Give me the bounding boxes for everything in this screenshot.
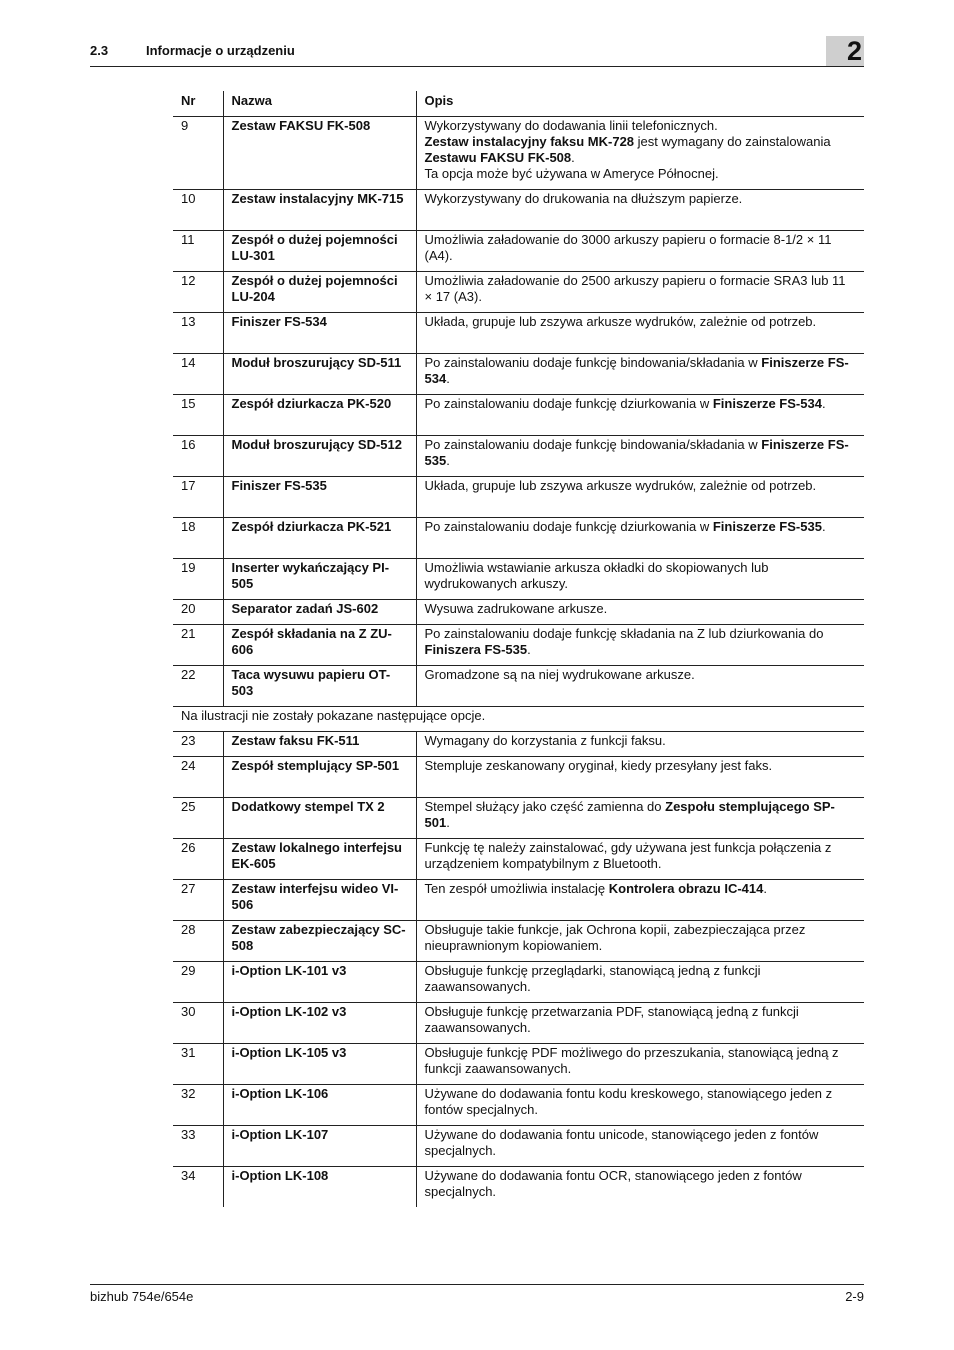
description-text: . [446,815,450,830]
description-text: . [571,150,575,165]
row-number: 12 [173,272,223,313]
options-table [173,91,864,1207]
row-number: 9 [173,117,223,190]
option-description [416,625,864,666]
description-text: Po zainstalowaniu dodaje funkcję bindowania/składania w [424,355,762,370]
option-name: Taca wysuwu papieru OT-503 [223,666,416,707]
table-row [173,313,864,354]
description-text: Układa, grupuje lub zszywa arkusze wydruków, zależnie od potrzeb. [424,314,817,329]
option-description [416,798,864,839]
description-text: . [446,371,450,386]
option-description [416,190,864,231]
description-text: Stempluje zeskanowany oryginał, kiedy przesyłany jest faks. [424,758,773,773]
description-text: Ten zespół umożliwia instalację [424,881,609,896]
chapter-number-tab: 2 [826,36,864,66]
option-name: Zestaw instalacyjny MK-715 [223,190,416,231]
description-text: Wykorzystywany do dodawania linii telefonicznych. [424,118,718,133]
description-text: . [821,396,826,411]
row-number: 33 [173,1126,223,1167]
row-number: 10 [173,190,223,231]
option-name: Zespół stemplujący SP-501 [223,757,416,798]
option-name: Finiszer FS-535 [223,477,416,518]
column-header-nr: Nr [173,91,223,117]
table-row [173,600,864,625]
option-description [416,1044,864,1085]
description-emphasis: Zespołu stemplującego SP-501 [424,799,835,830]
description-text: Wysuwa zadrukowane arkusze. [424,601,608,616]
option-name: Zespół dziurkacza PK-521 [223,518,416,559]
table-row [173,798,864,839]
table-row [173,1167,864,1208]
option-description [416,1003,864,1044]
description-text: . [527,642,531,657]
description-emphasis: Zestaw instalacyjny faksu MK-728 [424,134,635,149]
option-name: Separator zadań JS-602 [223,600,416,625]
option-description [416,477,864,518]
description-text: Umożliwia wstawianie arkusza okładki do skopiowanych lub wydrukowanych arkuszy. [424,560,769,591]
table-row [173,962,864,1003]
option-description [416,231,864,272]
column-header-description: Opis [416,91,864,117]
table-row [173,436,864,477]
row-number: 25 [173,798,223,839]
option-name: i-Option LK-106 [223,1085,416,1126]
option-description [416,880,864,921]
option-name: i-Option LK-108 [223,1167,416,1208]
option-description [416,1167,864,1208]
description-text: Używane do dodawania fontu unicode, stanowiącego jeden z fontów specjalnych. [424,1127,819,1158]
table-row [173,231,864,272]
row-number: 27 [173,880,223,921]
option-name: Zestaw faksu FK-511 [223,732,416,757]
option-name: Zespół składania na Z ZU-606 [223,625,416,666]
row-number: 18 [173,518,223,559]
description-text: Wymagany do korzystania z funkcji faksu. [424,733,666,748]
table-note: Na ilustracji nie zostały pokazane następujące opcje. [173,707,864,732]
table-row [173,477,864,518]
table-row [173,839,864,880]
footer-page-number: 2-9 [845,1289,864,1304]
option-name: Finiszer FS-534 [223,313,416,354]
table-header-row [173,91,864,117]
section-title: Informacje o urządzeniu [146,43,295,58]
row-number: 22 [173,666,223,707]
option-name: Zespół o dużej pojemności LU-204 [223,272,416,313]
option-description [416,436,864,477]
description-text: Stempel służący jako część zamienna do [424,799,666,814]
table-row [173,1003,864,1044]
table-row [173,625,864,666]
option-description [416,666,864,707]
description-emphasis: Kontrolera obrazu IC-414 [608,881,764,896]
option-description [416,839,864,880]
page-header [90,36,864,67]
table-row [173,190,864,231]
table-row [173,559,864,600]
row-number: 15 [173,395,223,436]
row-number: 14 [173,354,223,395]
option-description [416,313,864,354]
option-name: Zestaw FAKSU FK-508 [223,117,416,190]
description-emphasis: Finiszerze FS-534 [712,396,822,411]
table-note-row [173,707,864,732]
row-number: 24 [173,757,223,798]
description-text: . [821,519,826,534]
option-name: Zespół dziurkacza PK-520 [223,395,416,436]
option-name: i-Option LK-102 v3 [223,1003,416,1044]
row-number: 17 [173,477,223,518]
description-text: Używane do dodawania fontu kodu kreskowego, stanowiącego jeden z fontów specjalnych. [424,1086,833,1117]
description-text: Umożliwia załadowanie do 2500 arkuszy papieru o formacie SRA3 lub 11 × 17 (A3). [424,273,846,304]
option-name: Moduł broszurujący SD-511 [223,354,416,395]
description-text: Obsługuje funkcję przeglądarki, stanowiącą jedną z funkcji zaawansowanych. [424,963,761,994]
description-text: . [446,453,450,468]
option-description [416,1085,864,1126]
table-row [173,1044,864,1085]
option-name: i-Option LK-107 [223,1126,416,1167]
option-name: i-Option LK-105 v3 [223,1044,416,1085]
row-number: 26 [173,839,223,880]
description-text: Po zainstalowaniu dodaje funkcję dziurkowania w [424,396,713,411]
row-number: 13 [173,313,223,354]
option-description [416,757,864,798]
row-number: 30 [173,1003,223,1044]
table-row [173,395,864,436]
description-emphasis: Finiszerze FS-535 [424,437,849,468]
row-number: 32 [173,1085,223,1126]
table-row [173,354,864,395]
description-text: Po zainstalowaniu dodaje funkcję bindowania/składania w [424,437,762,452]
option-name: Dodatkowy stempel TX 2 [223,798,416,839]
option-name: Zestaw interfejsu wideo VI-506 [223,880,416,921]
description-text: Układa, grupuje lub zszywa arkusze wydruków, zależnie od potrzeb. [424,478,817,493]
section-number: 2.3 [90,43,109,58]
row-number: 11 [173,231,223,272]
option-description [416,1126,864,1167]
description-text: Ta opcja może być używana w Ameryce Północnej. [424,166,719,181]
footer-model: bizhub 754e/654e [90,1289,194,1304]
table-row [173,921,864,962]
description-text: Obsługuje takie funkcje, jak Ochrona kopii, zabezpieczająca przez nieuprawnionym kopiowaniem. [424,922,806,953]
option-name: i-Option LK-101 v3 [223,962,416,1003]
description-emphasis: Zestawu FAKSU FK-508 [424,150,572,165]
row-number: 23 [173,732,223,757]
table-body [173,117,864,1208]
option-description [416,600,864,625]
description-text: Obsługuje funkcję PDF możliwego do przeszukania, stanowiącą jedną z funkcji zaawansowanych. [424,1045,839,1076]
table-row [173,117,864,190]
option-description [416,354,864,395]
page-footer [90,1284,864,1309]
description-text: jest wymagany do zainstalowania [634,134,831,149]
option-name: Zestaw lokalnego interfejsu EK-605 [223,839,416,880]
option-description [416,962,864,1003]
row-number: 31 [173,1044,223,1085]
row-number: 21 [173,625,223,666]
table-row [173,757,864,798]
option-description [416,272,864,313]
option-description [416,117,864,190]
option-description [416,518,864,559]
option-description [416,921,864,962]
row-number: 19 [173,559,223,600]
option-description [416,395,864,436]
option-description [416,559,864,600]
description-text: . [763,881,767,896]
column-header-name: Nazwa [223,91,416,117]
description-text: Używane do dodawania fontu OCR, stanowiącego jeden z fontów specjalnych. [424,1168,802,1199]
description-text: Po zainstalowaniu dodaje funkcję składania na Z lub dziurkowania do [424,626,824,641]
row-number: 20 [173,600,223,625]
description-text: Umożliwia załadowanie do 3000 arkuszy papieru o formacie 8-1/2 × 11 (A4). [424,232,832,263]
table-row [173,666,864,707]
row-number: 29 [173,962,223,1003]
option-name: Moduł broszurujący SD-512 [223,436,416,477]
table-row [173,518,864,559]
row-number: 16 [173,436,223,477]
description-emphasis: Finiszerze FS-535 [712,519,822,534]
table-row [173,272,864,313]
description-text: Po zainstalowaniu dodaje funkcję dziurkowania w [424,519,713,534]
description-text: Obsługuje funkcję przetwarzania PDF, stanowiącą jedną z funkcji zaawansowanych. [424,1004,799,1035]
description-text: Funkcję tę należy zainstalować, gdy używana jest funkcja połączenia z urządzeniem kompatybilnym z Bluetooth. [424,840,832,871]
option-name: Zespół o dużej pojemności LU-301 [223,231,416,272]
option-name: Zestaw zabezpieczający SC-508 [223,921,416,962]
description-text: Gromadzone są na niej wydrukowane arkusze. [424,667,695,682]
description-emphasis: Finiszerze FS-534 [424,355,849,386]
option-name: Inserter wykańczający PI-505 [223,559,416,600]
row-number: 34 [181,1168,196,1183]
option-description [416,732,864,757]
table-row [173,880,864,921]
table-row [173,732,864,757]
row-number: 28 [173,921,223,962]
table-row [173,1085,864,1126]
description-emphasis: Finiszera FS-535 [424,642,528,657]
table-row [173,1126,864,1167]
description-text: Wykorzystywany do drukowania na dłuższym papierze. [424,191,743,206]
